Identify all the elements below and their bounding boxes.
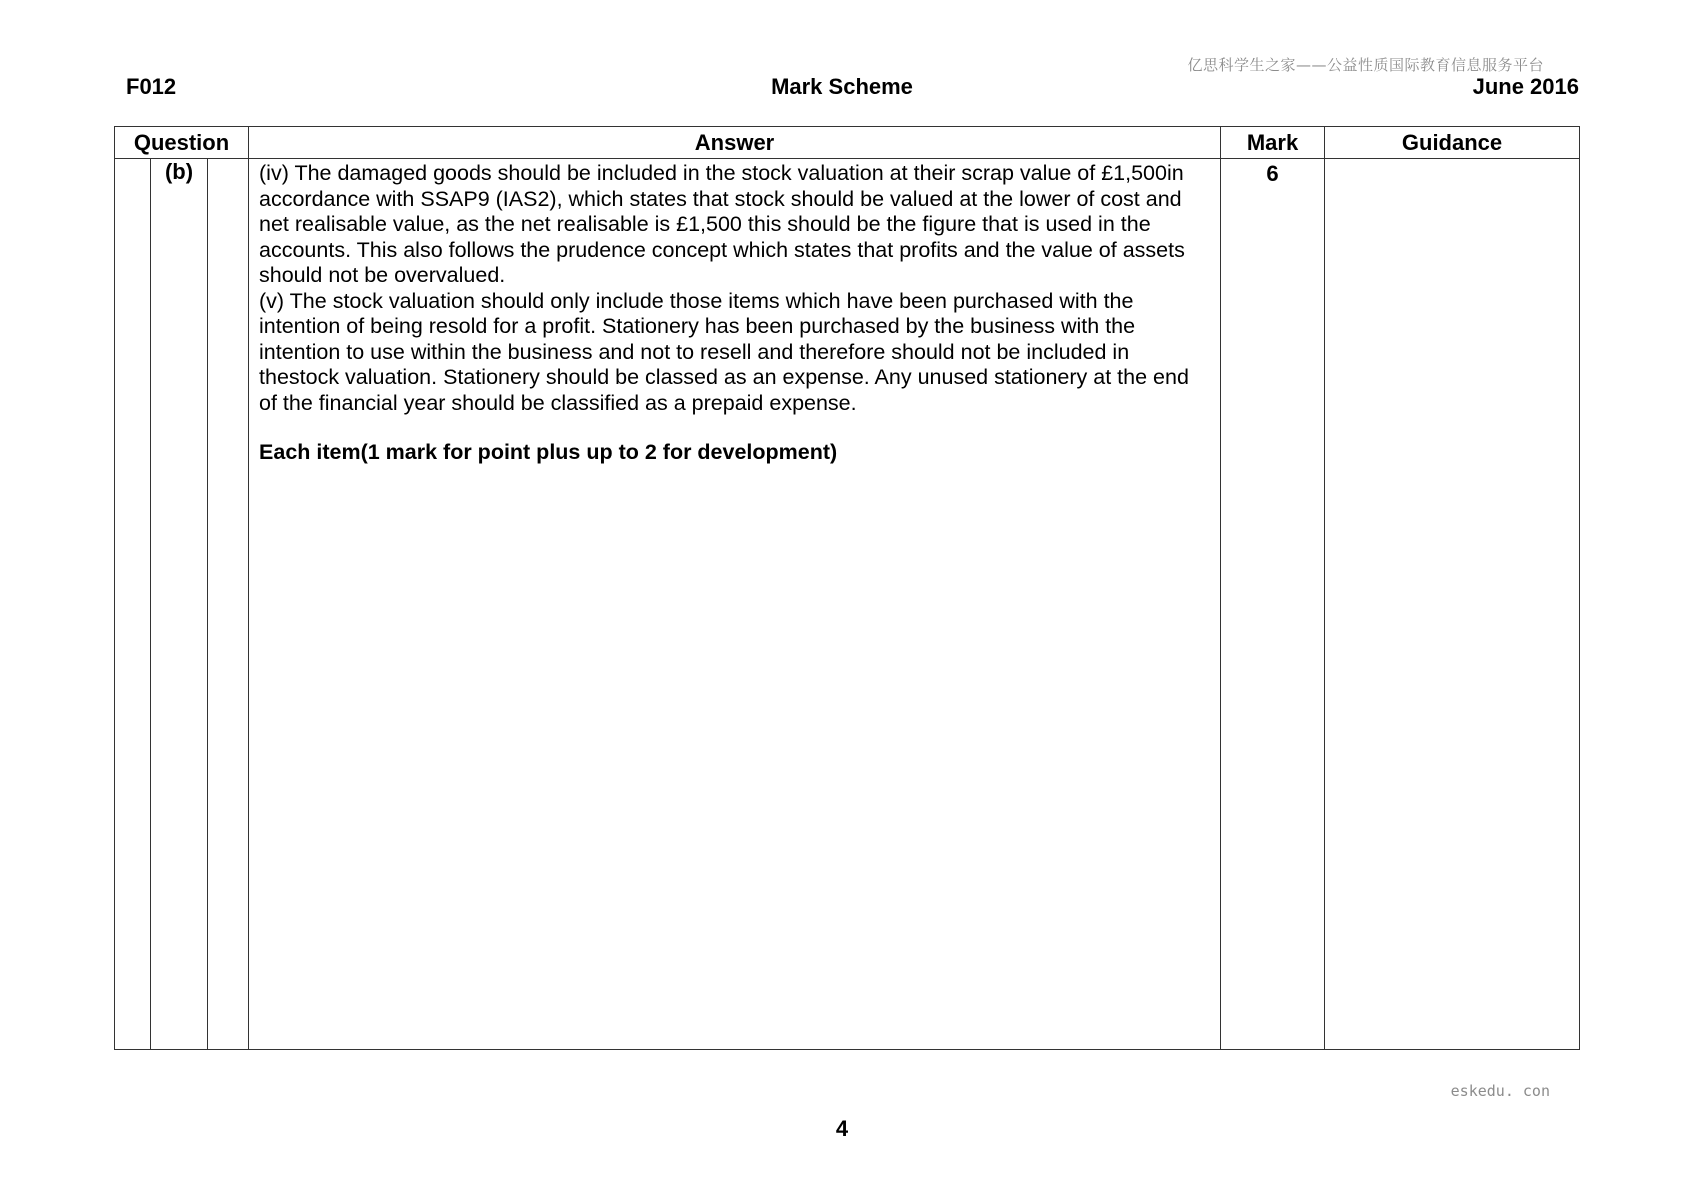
- answer-paragraph-iv: (iv) The damaged goods should be included in the stock valuation at their scrap value of £1,500in accordance with SSAP9 (IAS2), which states that stock should be valued at the lower of cost and net realisable value, as the net realisable is £1,500 this should be the figure that is used in the accounts. This also follows the prudence concept which states that profits and the value of assets should not be overvalued.: [259, 161, 1185, 287]
- question-number-cell: [115, 159, 151, 1050]
- watermark-bottom-text: eskedu. con: [1450, 1082, 1550, 1100]
- page-number: 4: [835, 1116, 849, 1141]
- column-header-answer: Answer: [249, 127, 1221, 159]
- table-header-row: [115, 127, 1580, 159]
- guidance-cell: [1325, 159, 1580, 1050]
- answer-cell: [249, 159, 1221, 1050]
- table-row: [115, 159, 1580, 1050]
- question-subpart-cell: [208, 159, 249, 1050]
- column-header-mark: Mark: [1221, 127, 1325, 159]
- watermark-top-text: 亿思科学生之家——公益性质国际教育信息服务平台: [1187, 56, 1544, 74]
- answer-marking-note: Each item(1 mark for point plus up to 2 for development): [259, 440, 838, 464]
- mark-cell: 6: [1221, 159, 1325, 1050]
- column-header-guidance: Guidance: [1325, 127, 1580, 159]
- document-title: Mark Scheme: [771, 74, 913, 99]
- column-header-question: Question: [115, 127, 249, 159]
- paper-code: F012: [126, 74, 177, 99]
- exam-date: June 2016: [1472, 74, 1579, 99]
- question-part-cell: (b): [151, 159, 208, 1050]
- answer-paragraph-v: (v) The stock valuation should only include those items which have been purchased with the intention of being resold for a profit. Stationery has been purchased by the business with the intention to use within the business and not to resell and therefore should not be included in thestock valuation. Stationery should be classed as an expense. Any unused stationery at the end of the financial year should be classified as a prepaid expense.: [259, 288, 1189, 415]
- mark-scheme-table: [114, 126, 1580, 1050]
